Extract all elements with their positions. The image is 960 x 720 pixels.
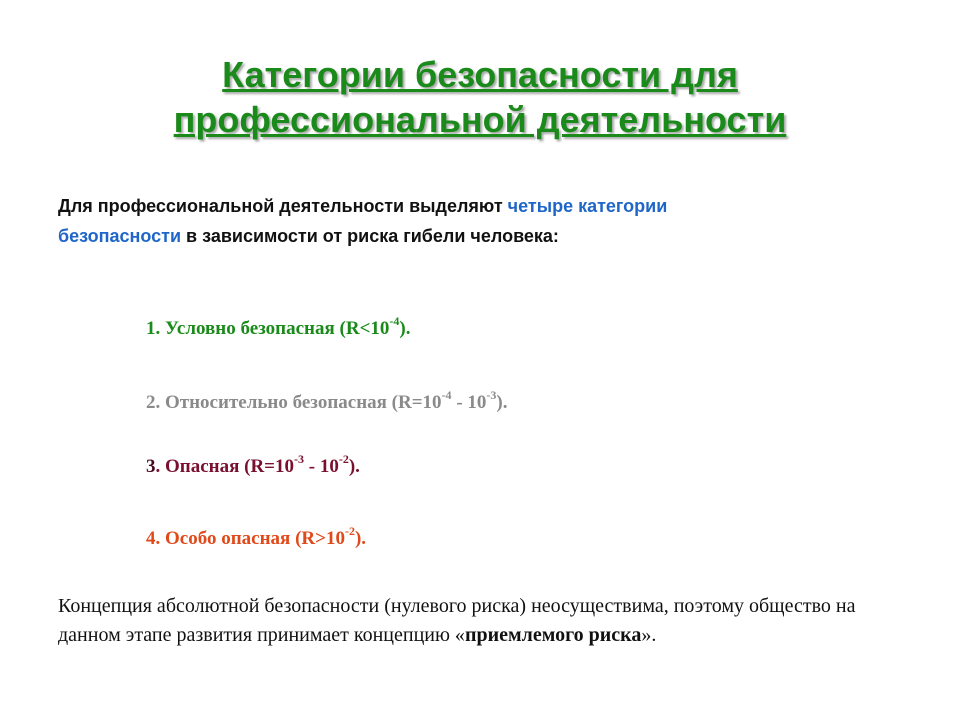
category-exponent-2: -3 bbox=[486, 388, 497, 402]
intro-highlight-2: безопасности bbox=[58, 226, 182, 246]
category-number: 2 bbox=[146, 392, 156, 413]
intro-paragraph bbox=[58, 191, 918, 251]
category-item-1 bbox=[146, 314, 411, 340]
category-mid: - 10 bbox=[451, 392, 487, 413]
category-exponent: -2 bbox=[344, 524, 355, 538]
title-line-1: Категории безопасности для bbox=[222, 54, 738, 95]
category-item-2 bbox=[146, 388, 508, 414]
category-item-3 bbox=[146, 452, 360, 478]
title-line-2: профессиональной деятельности bbox=[173, 99, 787, 140]
category-exponent: -4 bbox=[389, 314, 400, 328]
category-end: ). bbox=[399, 318, 411, 339]
category-exponent: -4 bbox=[441, 388, 452, 402]
category-exponent: -3 bbox=[294, 452, 305, 466]
category-exponent-2: -2 bbox=[338, 452, 349, 466]
category-number: 3 bbox=[146, 456, 156, 477]
category-number: 4 bbox=[146, 528, 156, 549]
category-item-4 bbox=[146, 524, 367, 550]
intro-highlight-1: четыре категории bbox=[507, 196, 668, 216]
category-mid: - 10 bbox=[304, 456, 339, 477]
category-end: ). bbox=[348, 456, 360, 477]
intro-text-before: Для профессиональной деятельности выделяют bbox=[58, 196, 508, 216]
category-text: . Особо опасная (R>10 bbox=[155, 528, 345, 549]
category-end: ). bbox=[354, 528, 367, 549]
conclusion-bold: приемлемого риска bbox=[464, 624, 642, 646]
category-number: 1 bbox=[146, 318, 156, 339]
category-text: . Условно безопасная (R<10 bbox=[155, 318, 390, 339]
conclusion-paragraph bbox=[58, 592, 918, 650]
category-end: ). bbox=[496, 392, 508, 413]
category-text: . Опасная (R=10 bbox=[155, 456, 295, 477]
conclusion-text-before: Концепция абсолютной безопасности (нулевого риска) неосуществима, поэтому общество на данном этапе развития принимает концепцию « bbox=[58, 595, 856, 646]
conclusion-text-after: ». bbox=[641, 624, 657, 646]
page-title bbox=[0, 52, 960, 142]
category-text: . Относительно безопасная (R=10 bbox=[155, 392, 442, 413]
intro-text-after: в зависимости от риска гибели человека: bbox=[181, 226, 559, 246]
